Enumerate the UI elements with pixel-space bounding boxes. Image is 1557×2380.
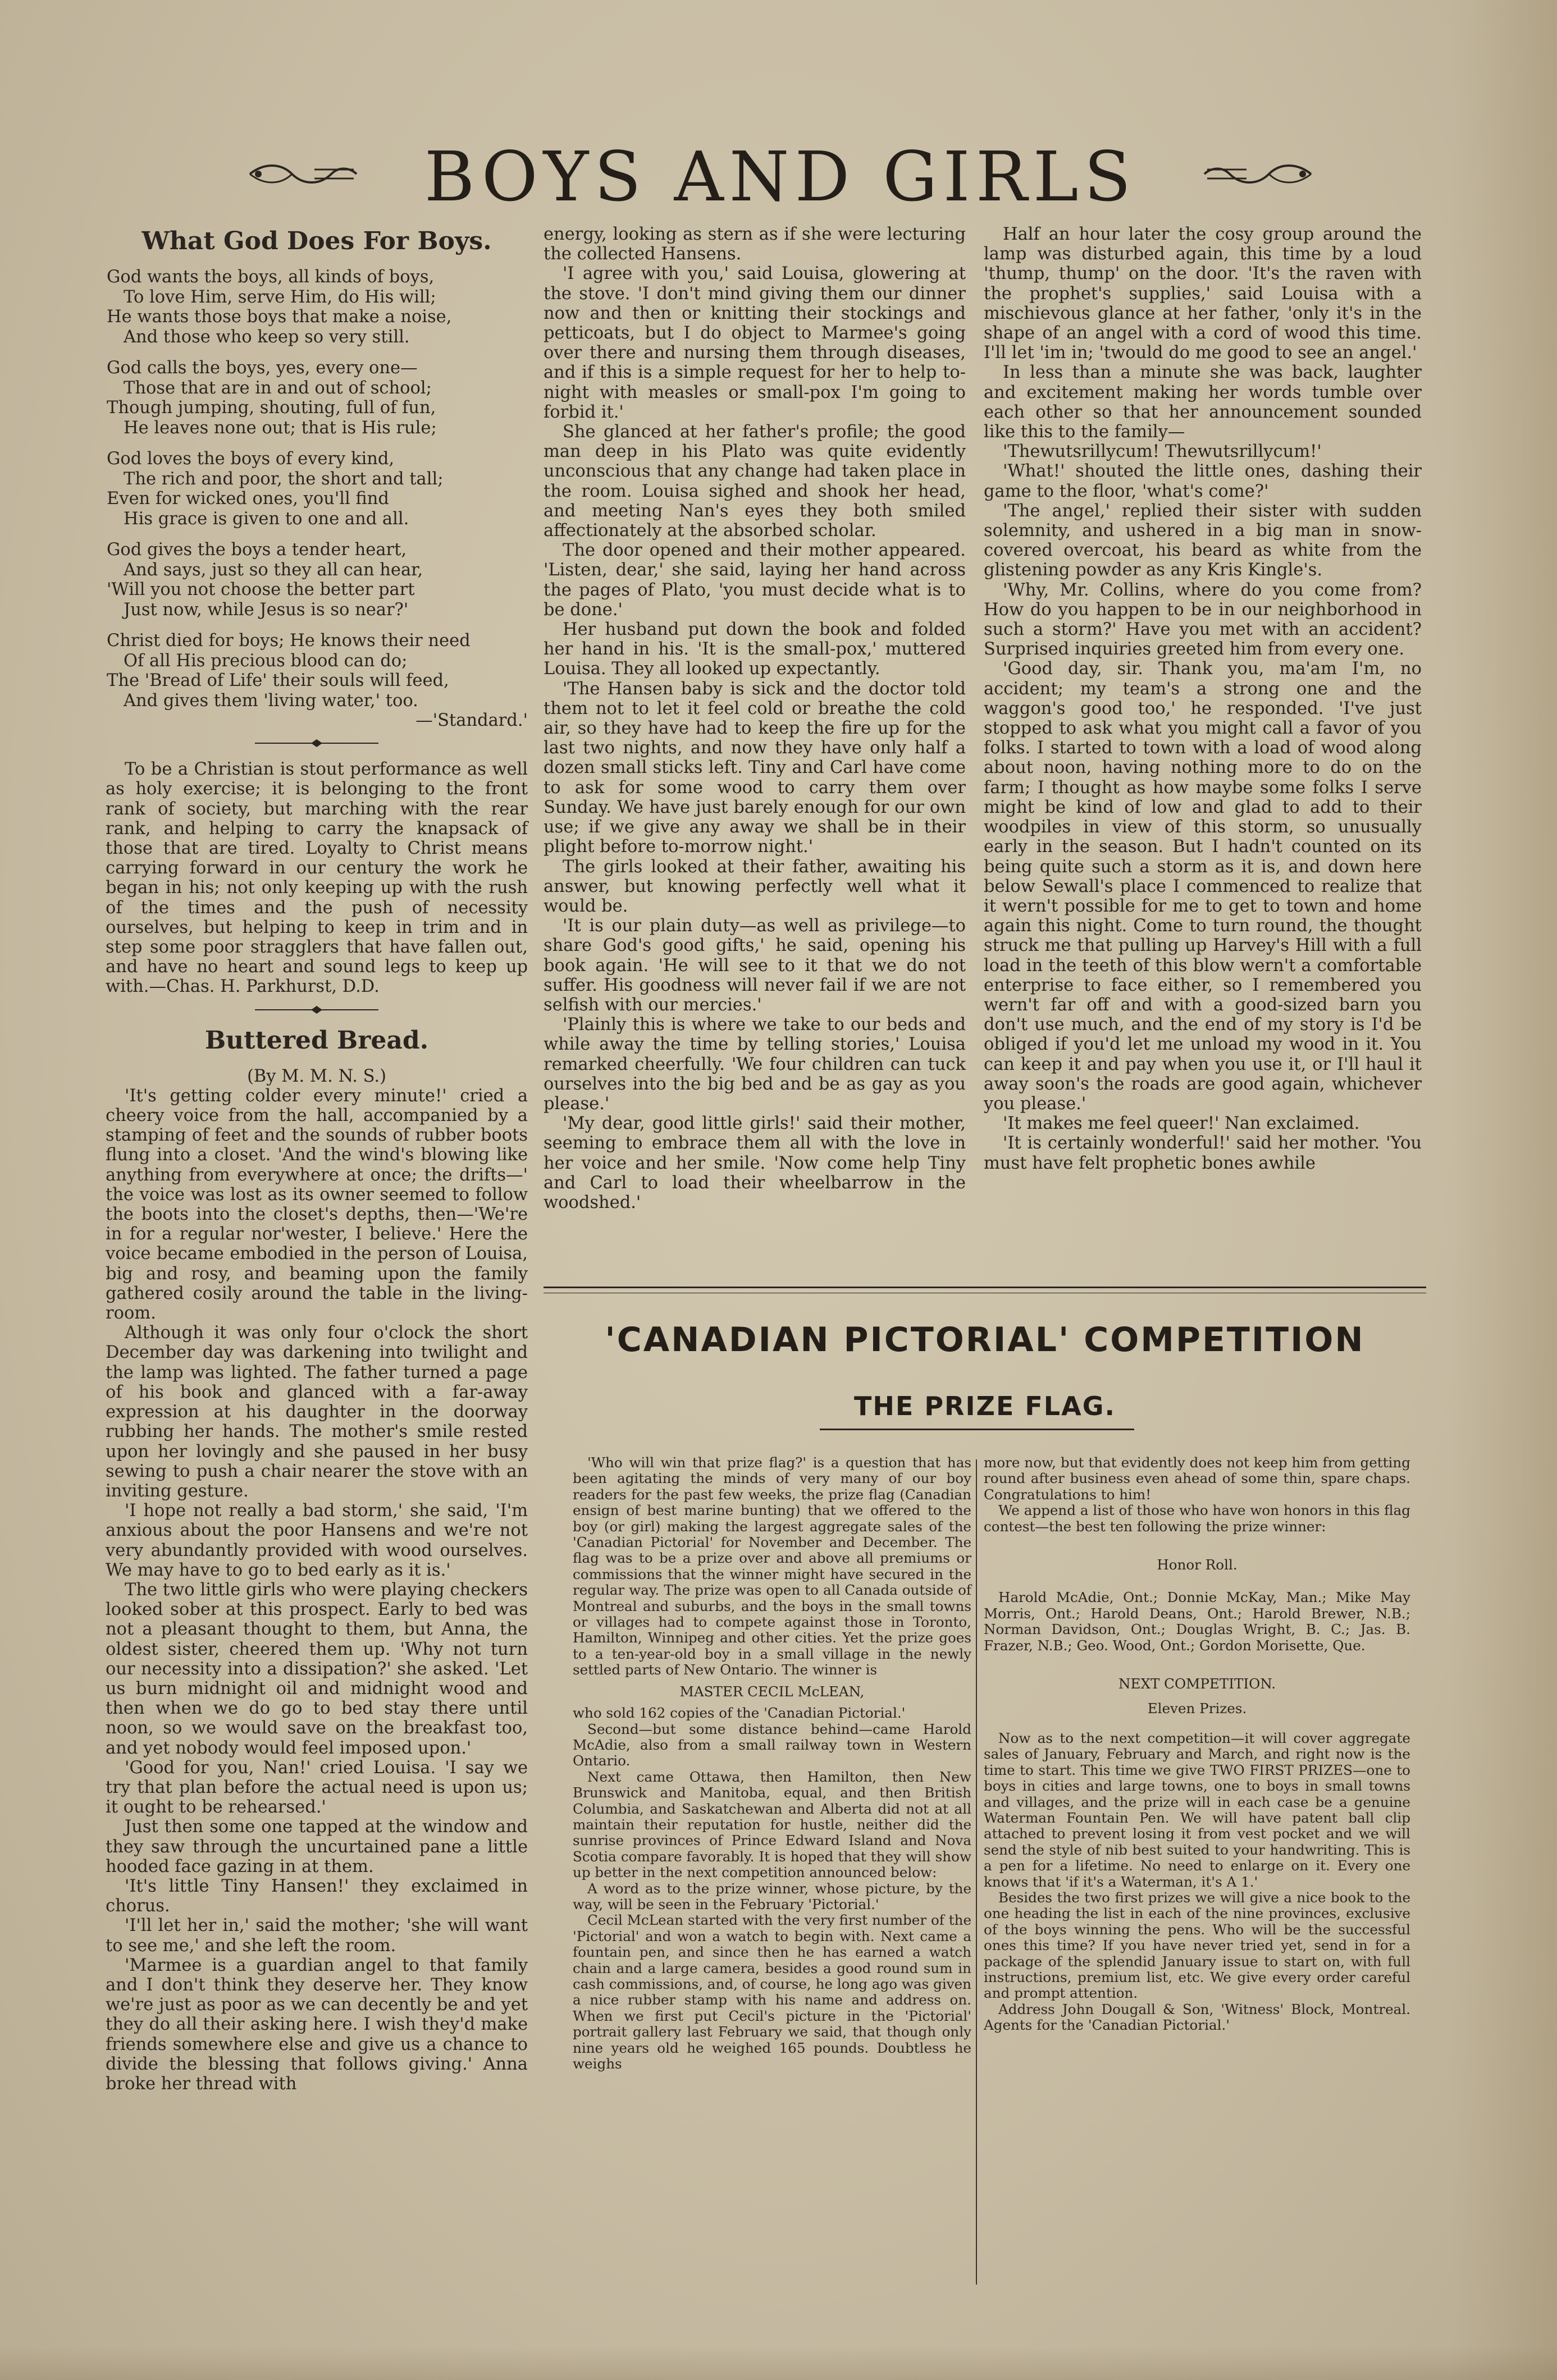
poem-body — [107, 267, 528, 711]
poem-stanza — [107, 267, 528, 347]
story-paragraph: 'It is our plain duty—as well as privilege—to share God's good gifts,' he said, opening his book again. 'He will see to it that we do not suffer. His goodness will never fail if we are not selfish with our mercies.' — [544, 916, 966, 1015]
competition-paragraph: Cecil McLean started with the very first number of the 'Pictorial' and won a watch to begin with. Next came a fountain pen, and since then he has earned a watch chain and a large camera, besides a good round sum in cash commissions, and, of course, he long ago was given a nice rubber stamp with his name and address on. When we first put Cecil's picture in the 'Pictorial' portrait gallery last February we said, that though only nine years old he weighed 165 pounds. Doubtless he weighs — [573, 1912, 971, 2072]
poem-line: He leaves none out; that is His rule; — [124, 418, 437, 438]
competition-paragraph: Besides the two first prizes we will give a nice book to the one heading the list in each of the nine provinces, exclusive of the boys winning the pens. Who will be the successful ones this time? If you have never tried yet, send in for a package of the splendid January issue to start on, with full instructions, premium list, etc. We give every order careful and prompt attention. — [984, 1889, 1410, 2002]
honor-roll-list: Harold McAdie, Ont.; Donnie McKay, Man.; Mike May Morris, Ont.; Harold Deans, Ont.; Harold Brewer, N.B.; Norman Davidson, Ont.; Douglas Wright, B. C.; Jas. B. Frazer, N.B.; Geo. Wood, Ont.; Gordon Morisette, Que. — [984, 1589, 1410, 1654]
story-paragraph: Although it was only four o'clock the short December day was darkening into twilight and the lamp was lighted. The father turned a page of his book and glanced with a far-away expression at his daughter in the doorway rubbing her hands. The mother's smile rested upon her lovingly and she paused in her busy sewing to push a chair nearer the stove with an inviting gesture. — [106, 1323, 528, 1501]
competition-paragraph: Next came Ottawa, then Hamilton, then New Brunswick and Manitoba, equal, and then British Columbia, and Saskatchewan and Alberta did not at all maintain their reputation for hustle, neither did the sunrise provinces of Prince Edward Island and Nova Scotia compare favorably. It is hoped that they will show up better in the next competition announced below: — [573, 1768, 971, 1881]
story-byline: (By M. M. N. S.) — [246, 1066, 386, 1086]
story-paragraph: 'It's getting colder every minute!' cried a cheery voice from the hall, accompanied by a stamping of feet and the sounds of rubber boots flung into a closet. 'And the wind's blowing like anything from everywhere at once; the drifts—' the voice was lost as its owner seemed to follow the boots into the closet's depths, then—'We're in for a regular nor'wester, I believe.' Here the voice became embodied in the person of Louisa, big and rosy, and beaming upon the family gathered cosily around the table in the living-room. — [106, 1086, 528, 1324]
poem-line: Though jumping, shouting, full of fun, — [107, 398, 436, 418]
story-paragraph: Half an hour later the cosy group around the lamp was disturbed again, this time by a loud 'thump, thump' on the door. 'It's the raven with the prophet's supplies,' said Louisa with a mischievous glance at her father, 'only it's in the shape of an angel with a cord of wood this time. I'll let 'im in; 'twould do me good to see an angel.' — [984, 225, 1422, 363]
column-3 — [984, 225, 1422, 1173]
poem-line: The 'Bread of Life' their souls will feed, — [107, 671, 449, 690]
competition-paragraph: We append a list of those who have won honors in this flag contest—the best ten following the prize winner: — [984, 1502, 1410, 1535]
story-paragraph: 'Plainly this is where we take to our beds and while away the time by telling stories,' Louisa remarked cheerfully. 'We four children can tuck ourselves into the big bed and be as gay as you please.' — [544, 1015, 966, 1114]
competition-top-rule — [544, 1287, 1426, 1293]
competition-left-column — [573, 1455, 971, 2072]
story-paragraph: 'It's little Tiny Hansen!' they exclaimed in chorus. — [106, 1876, 528, 1916]
poem-line: And those who keep so very still. — [124, 327, 410, 347]
story-paragraph: The two little girls who were playing checkers looked sober at this prospect. Early to bed was not a pleasant thought to them, but Anna, the oldest sister, cheered them up. 'Why not turn our necessity into a dissipation?' she asked. 'Let us burn midnight oil and midnight wood and then when we do go to bed stay there until noon, so we would save on the breakfast too, and yet nobody would feel imposed upon.' — [106, 1580, 528, 1758]
competition-right-column — [984, 1455, 1410, 2034]
column-1 — [106, 225, 528, 2094]
story-paragraph: 'Good for you, Nan!' cried Louisa. 'I say we try that plan before the actual need is upon us; it ought to be rehearsed.' — [106, 1757, 528, 1818]
competition-paragraph: 'Who will win that prize flag?' is a question that has been agitating the minds of very many of our boy readers for the past few weeks, the prize flag (Canadian ensign of best marine bunting) that we offered to the boy (or girl) making the largest aggregate sales of the 'Canadian Pictorial' for November and December. The flag was to be a prize over and above all premiums or commissions that the winner might have secured in the regular way. The prize was open to all Canada outside of Montreal and suburbs, and the boys in the small towns or villages had to compete against those in Toronto, Hamilton, Winnipeg and other cities. Yet the prize goes to a ten-year-old boy in a small village in the newly settled parts of New Ontario. The winner is — [573, 1454, 971, 1678]
masthead — [247, 137, 1314, 217]
story-paragraph: 'My dear, good little girls!' said their mother, seeming to embrace them all with the love in her voice and her smile. 'Now come help Tiny and Carl to load their wheelbarrow in the woodshed.' — [544, 1114, 966, 1212]
story-paragraph: The door opened and their mother appeared. 'Listen, dear,' she said, laying her hand across the pages of Plato, 'you must decide what is to be done.' — [544, 541, 966, 620]
poem-line: Even for wicked ones, you'll find — [107, 489, 389, 509]
story-paragraph: 'I'll let her in,' said the mother; 'she will want to see me,' and she left the room. — [106, 1916, 528, 1956]
poem-line: Christ died for boys; He knows their need — [107, 631, 471, 651]
poem-stanza — [107, 540, 528, 620]
competition-title: 'CANADIAN PICTORIAL' COMPETITION — [605, 1320, 1365, 1360]
competition-subtitle-rule — [820, 1429, 1134, 1430]
poem-stanza — [107, 358, 528, 438]
story-paragraph: 'It is certainly wonderful!' said her mother. 'You must have felt prophetic bones awhile — [984, 1133, 1422, 1173]
story-paragraph: 'Thewutsrillycum! Thewutsrillycum!' — [1003, 442, 1322, 462]
competition-paragraph: Now as to the next competition—it will cover aggregate sales of January, February and March, and right now is the time to start. This time we give TWO FIRST PRIZES—one to boys in cities and large towns, one to boys in small towns and villages, and the prize will in each case be a genuine Waterman Fountain Pen. We will have patent ball clip attached to prevent losing it from vest pocket and we will send the style of nib best suited to your handwriting. This is a pen for a lifetime. No need to enlarge on it. Every one knows that 'if it's a Waterman, it's A 1.' — [984, 1729, 1410, 1890]
poem-line: Of all His precious blood can do; — [124, 651, 408, 671]
story-paragraph: 'It makes me feel queer!' Nan exclaimed. — [1003, 1114, 1360, 1134]
story-paragraph: 'Why, Mr. Collins, where do you come from? How do you happen to be in our neighborhood in such a storm?' Have you met with an accident? Surprised inquiries greeted him from every one. — [984, 580, 1422, 660]
story-paragraph: Just then some one tapped at the window and they saw through the uncurtained pane a little hooded face gazing in at them. — [106, 1817, 528, 1876]
next-competition-subheading: Eleven Prizes. — [1147, 1700, 1247, 1717]
story-title: Buttered Bread. — [204, 1026, 429, 1055]
left-flourish-ornament — [247, 157, 359, 191]
page-edge-shadow — [1450, 0, 1557, 2380]
masthead-title: BOYS AND GIRLS — [424, 137, 1137, 217]
story-paragraph: 'What!' shouted the little ones, dashing their game to the floor, 'what's come?' — [984, 461, 1422, 501]
poem-stanza — [107, 631, 528, 711]
story-paragraph: 'I hope not really a bad storm,' she said, 'I'm anxious about the poor Hansens and we're not very abundantly provided with wood ourselves. We may have to go to bed early as it is.' — [106, 1501, 528, 1580]
poem-line: God gives the boys a tender heart, — [107, 540, 407, 560]
poem-line: And says, just so they all can hear, — [124, 560, 423, 580]
competition-winner: MASTER CECIL McLEAN, — [679, 1683, 865, 1700]
story-paragraph: The girls looked at their father, awaiting his answer, but knowing perfectly well what it would be. — [544, 857, 966, 916]
poem-line: God calls the boys, yes, every one— — [107, 358, 418, 378]
poem-line: To love Him, serve Him, do His will; — [124, 287, 436, 307]
poem-line: Just now, while Jesus is so near?' — [124, 599, 409, 620]
competition-paragraph: Address John Dougall & Son, 'Witness' Block, Montreal. Agents for the 'Canadian Pictorial.' — [984, 2001, 1410, 2034]
honor-roll-heading: Honor Roll. — [1157, 1557, 1238, 1573]
page-bottom-shadow — [0, 2346, 1557, 2380]
competition-subtitle: THE PRIZE FLAG. — [854, 1391, 1116, 1421]
story-paragraph: 'The Hansen baby is sick and the doctor told them not to let it feel cold or breathe the cold air, so they have had to keep the fire up for the last two nights, and now they have only half a dozen small sticks left. Tiny and Carl have come to ask for some wood to carry them over Sunday. We have just barely enough for our own use; if we give any away we shall be in their plight before to-morrow night.' — [544, 679, 966, 857]
column-2 — [544, 225, 966, 1212]
competition-paragraph: more now, but that evidently does not keep him from getting round after business even ahead of some thin, spare chaps. Congratulations to him! — [984, 1454, 1410, 1503]
poem-attribution: —'Standard.' — [415, 711, 528, 730]
right-flourish-ornament — [1202, 157, 1314, 191]
poem-line: God wants the boys, all kinds of boys, — [107, 267, 435, 287]
story-paragraph: 'Marmee is a guardian angel to that family and I don't think they deserve her. They know we're just as poor as we can decently be and yet they do all their asking here. I wish they'd make friends somewhere else and give us a chance to divide the blessing that follows giving.' Anna broke her thread with — [106, 1955, 528, 2094]
poem-line: He wants those boys that make a noise, — [107, 307, 452, 327]
poem-line: The rich and poor, the short and tall; — [124, 469, 444, 489]
poem-stanza — [107, 449, 528, 529]
poem-line: His grace is given to one and all. — [124, 509, 409, 529]
story-paragraph: 'The angel,' replied their sister with sudden solemnity, and ushered in a big man in snow-covered overcoat, his beard as white from the glistening powder as any Kris Kingle's. — [984, 501, 1422, 580]
story-paragraph: She glanced at her father's profile; the good man deep in his Plato was quite evidently unconscious that any change had taken place in the room. Louisa sighed and shook her head, and meeting Nan's eyes they both smiled affectionately at the absorbed scholar. — [544, 422, 966, 541]
story-paragraph: energy, looking as stern as if she were lecturing the collected Hansens. — [544, 225, 966, 264]
story-paragraph: 'I agree with you,' said Louisa, glowering at the stove. 'I don't mind giving them our dinner now and then or knitting their stockings and petticoats, but I do object to Marmee's going over there and nursing them through diseases, and if this is a simple request for her to help to-night with measles or small-pox I'm going to forbid it.' — [544, 264, 966, 422]
section-divider-ornament — [255, 737, 378, 749]
poem-line: Those that are in and out of school; — [124, 378, 432, 398]
poem-line: 'Will you not choose the better part — [107, 580, 415, 599]
next-competition-heading: NEXT COMPETITION. — [1118, 1676, 1276, 1692]
poem-title: What God Does For Boys. — [141, 227, 492, 255]
section-divider-ornament — [255, 1004, 378, 1016]
poem-line: And gives them 'living water,' too. — [124, 690, 418, 711]
poem-line: God loves the boys of every kind, — [107, 449, 395, 469]
story-paragraph: Her husband put down the book and folded her hand in his. 'It is the small-pox,' muttered Louisa. They all looked up expectantly. — [544, 620, 966, 679]
competition-paragraph: Second—but some distance behind—came Harold McAdie, also from a small railway town in Western Ontario. — [573, 1720, 971, 1769]
story-paragraph: 'Good day, sir. Thank you, ma'am I'm, no accident; my team's a strong one and the waggon's good too,' he responded. 'I've just stopped to ask what you might call a favor of you folks. I started to town with a load of wood along about noon, having nothing more to do on the farm; I thought as how maybe some folks I serve might be kind of low and glad to add to their woodpiles in view of this storm, so unusually early in the season. But I hadn't counted on its being quite such a storm as it is, and down here below Sewall's place I commenced to realize that it wern't possible for me to get to town and home again this night. Come to turn round, the thought struck me that pulling up Harvey's Hill with a full load in the teeth of this blow wern't a comfortable enterprise to face either, so I remembered you wern't far off and with a good-sized barn you don't use much, and the end of my story is I'd be obliged if you'd let me unload my wood in it. You can keep it and pay when you use it, or I'll haul it away soon's the roads are good again, whichever you please.' — [984, 659, 1422, 1114]
story-paragraph: In less than a minute she was back, laughter and excitement making her words tumble over each other so that her announcement sounded like this to the family— — [984, 363, 1422, 442]
competition-paragraph: A word as to the prize winner, whose picture, by the way, will be seen in the February 'Pictorial.' — [573, 1880, 971, 1912]
competition-paragraph: who sold 162 copies of the 'Canadian Pictorial.' — [573, 1705, 906, 1722]
competition-column-divider — [976, 1459, 977, 2285]
christian-paragraph: To be a Christian is stout performance as well as holy exercise; it is belonging to the front rank of society, but marching with the rear rank, and helping to carry the knapsack of those that are tired. Loyalty to Christ means carrying forward in our century the work he began in his; not only keeping up with the rush of the times and the push of necessity ourselves, but helping to keep in trim and in step some poor stragglers that have fallen out, and have no heart and sound legs to keep up with.—Chas. H. Parkhurst, D.D. — [106, 759, 528, 997]
